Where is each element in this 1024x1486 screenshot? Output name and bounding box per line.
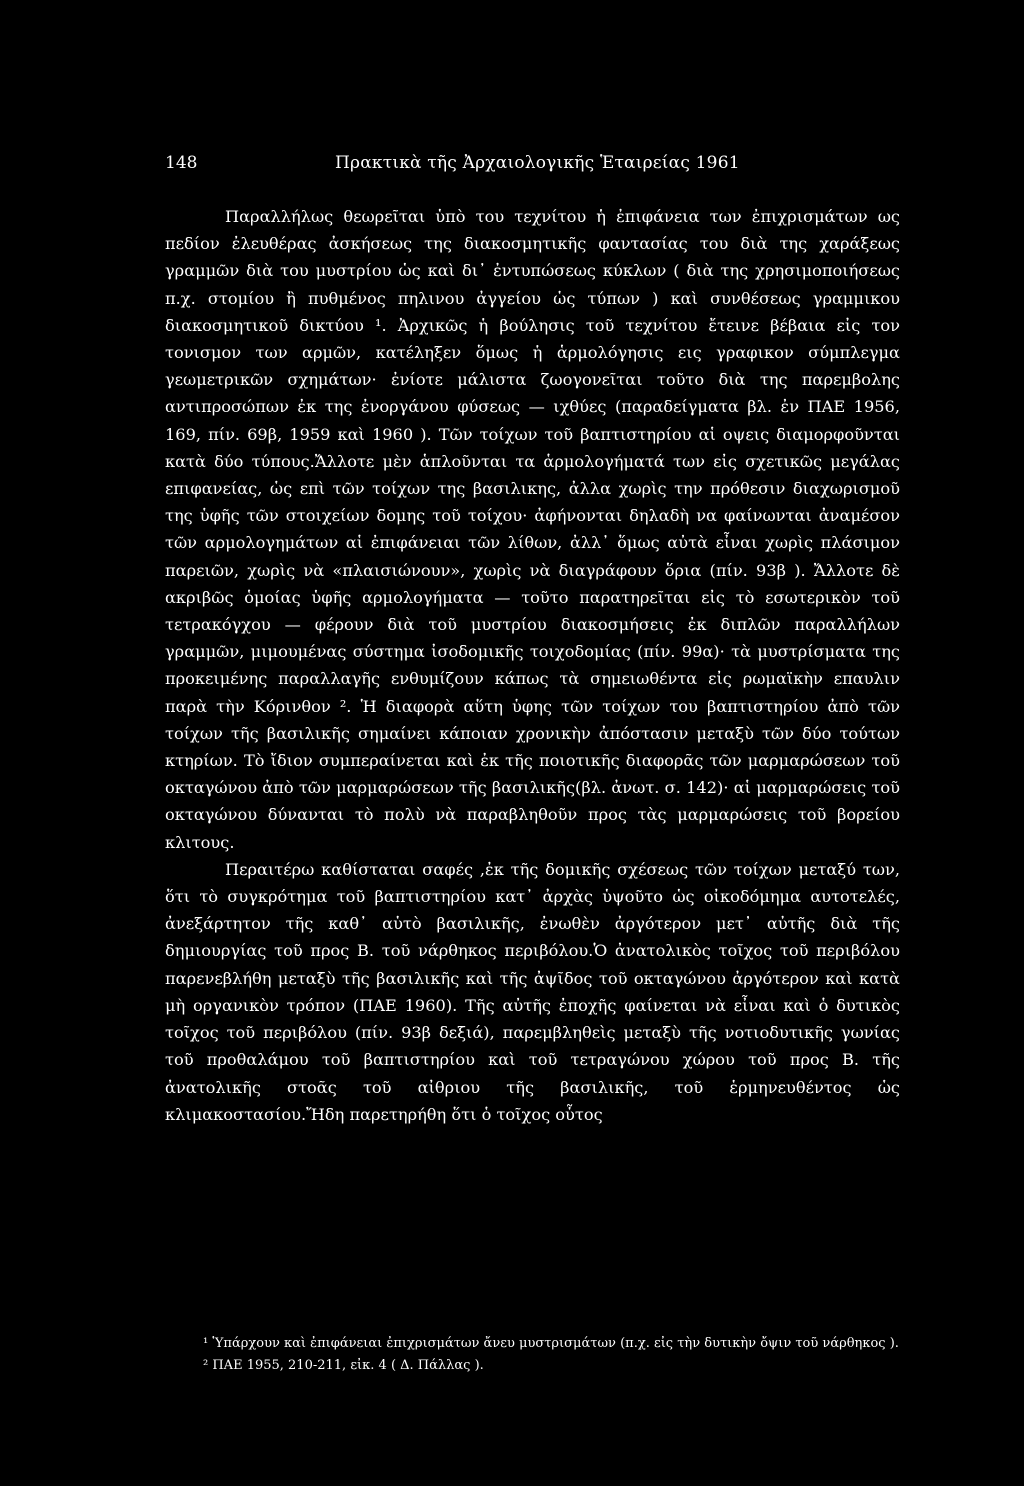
footnote-1: ¹ Ὑπάρχουν καὶ ἐπιφάνειαι ἐπιχρισμάτων ἄνευ μυστρισμάτων (π.χ. εἰς τὴν δυτικὴν ὄψιν τοῦ νάρθηκος ). <box>203 1336 899 1351</box>
paragraph-2: Περαιτέρω καθίσταται σαφές ,ἐκ τῆς δομικῆς σχέσεως τῶν τοίχων μεταξύ των, ὅτι τὸ συγκρότημα τοῦ βαπτιστηρίου κατ᾽ ἀρχὰς ὑψοῦτο ὡς οἰκοδόμημα αυτοτελές, ἀνεξάρτητον τῆς καθ᾽ αὑτὸ βασιλικῆς, ἐνωθὲν ἀργότερον μετ᾽ αὐτῆς διὰ τῆς δημιουργίας τοῦ προς Β. τοῦ νάρθηκος περιβόλου.Ὁ ἀνατολικὸς τοῖχος τοῦ περιβόλου παρενεβλήθη μεταξὺ τῆς βασιλικῆς καὶ τῆς ἀψῖδος τοῦ οκταγώνου ἀργότερον καὶ κατὰ μὴ οργανικὸν τρόπον (ΠΑΕ 1960). Τῆς αὐτῆς ἐποχῆς φαίνεται νὰ εἶναι καὶ ὁ δυτικὸς τοῖχος τοῦ περιβόλου (πίν. 93β δεξιά), παρεμβληθεὶς μεταξὺ τῆς νοτιοδυτικῆς γωνίας τοῦ προθαλάμου τοῦ βαπτιστηρίου καὶ τοῦ τετραγώνου χώρου τοῦ προς Β. τῆς ἀνατολικῆς στοᾶς τοῦ αἰθριου τῆς βασιλικῆς, τοῦ ἑρμηνευθέντος ὡς κλιμακοστασίου.Ἤδη παρετηρήθη ὅτι ὁ τοῖχος οὗτος <box>165 859 900 1124</box>
footnotes <box>165 1333 900 1377</box>
footnote-2: ² ΠΑΕ 1955, 210-211, εἰκ. 4 ( Δ. Πάλλας ). <box>203 1358 484 1373</box>
page-number: 148 <box>165 153 198 173</box>
body-text <box>165 203 900 1128</box>
running-title: Πρακτικὰ τῆς Ἀρχαιολογικῆς Ἑταιρείας 1961 <box>335 153 740 173</box>
paragraph-1: Παραλλήλως θεωρεῖται ὑπὸ του τεχνίτου ἡ ἐπιφάνεια των ἐπιχρισμάτων ως πεδίον ἐλευθέρας ἀσκήσεως της διακοσμητικῆς φαντασίας του διὰ της χαράξεως γραμμῶν διὰ του μυστρίου ὡς καὶ δι᾽ ἐντυπώσεως κύκλων ( διὰ της χρησιμοποιήσεως π.χ. στομίου ἢ πυθμένος πηλινου ἀγγείου ὡς τύπων ) καὶ συνθέσεως γραμμικου διακοσμητικοῦ δικτύου ¹. Ἀρχικῶς ἡ βούλησις τοῦ τεχνίτου ἔτεινε βέβαια εἰς τον τονισμον των αρμῶν, κατέληξεν ὅμως ἡ ἁρμολόγησις εις γραφικον σύμπλεγμα γεωμετρικῶν σχημάτων· ἐνίοτε μάλιστα ζωογονεῖται τοῦτο διὰ της παρεμβολης αντιπροσώπων ἐκ της ἐνοργάνου φύσεως — ιχθύες (παραδείγματα βλ. ἐν ΠΑΕ 1956, 169, πίν. 69β, 1959 καὶ 1960 ). Τῶν τοίχων τοῦ βαπτιστηρίου αἱ οψεις διαμορφοῦνται κατὰ δύο τύπους.Ἄλλοτε μὲν ἁπλοῦνται τα ἁρμολογήματά των εἰς σχετικῶς μεγάλας επιφανείας, ὡς επὶ τῶν τοίχων της βασιλικης, ἀλλα χωρὶς την πρόθεσιν διαχωρισμοῦ της ὑφῆς τῶν στοιχείων δομης τοῦ τοίχου· ἀφήνονται δηλαδὴ να φαίνωνται ἀναμέσον τῶν αρμολογημάτων αἱ ἐπιφάνειαι τῶν λίθων, ἀλλ᾽ ὅμως αὐτὰ εἶναι χωρὶς πλάσιμον παρειῶν, χωρὶς νὰ «πλαισιώνουν», χωρὶς νὰ διαγράφουν ὅρια (πίν. 93β ). Ἄλλοτε δὲ ακριβῶς ὁμοίας ὑφῆς αρμολογήματα — τοῦτο παρατηρεῖται εἰς τὸ εσωτερικὸν τοῦ τετρακόγχου — φέρουν διὰ τοῦ μυστρίου διακοσμήσεις ἐκ διπλῶν παραλλήλων γραμμῶν, μιμουμένας σύστημα ἰσοδομικῆς τοιχοδομίας (πίν. 99α)· τὰ μυστρίσματα της προκειμένης παραλλαγῆς ενθυμίζουν κάπως τὰ σημειωθέντα εἰς ρωμαϊκὴν επαυλιν παρὰ τὴν Κόρινθον ². Ἡ διαφορὰ αὕτη ὑφης τῶν τοίχων του βαπτιστηρίου ἀπὸ τῶν τοίχων τῆς βασιλικῆς σημαίνει κάποιαν χρονικὴν ἀπόστασιν μεταξὺ τῶν δύο τούτων κτηρίων. Τὸ ἴδιον συμπεραίνεται καὶ ἐκ τῆς ποιοτικῆς διαφορᾶς τῶν μαρμαρώσεων τοῦ οκταγώνου ἀπὸ τῶν μαρμαρώσεων τῆς βασιλικῆς(βλ. ἀνωτ. σ. 142)· αἱ μαρμαρώσεις τοῦ οκταγώνου δύνανται τὸ πολὺ νὰ παραβληθοῦν προς τὰς μαρμαρώσεις τοῦ βορείου κλιτους. <box>165 207 900 852</box>
page-header <box>165 148 900 178</box>
